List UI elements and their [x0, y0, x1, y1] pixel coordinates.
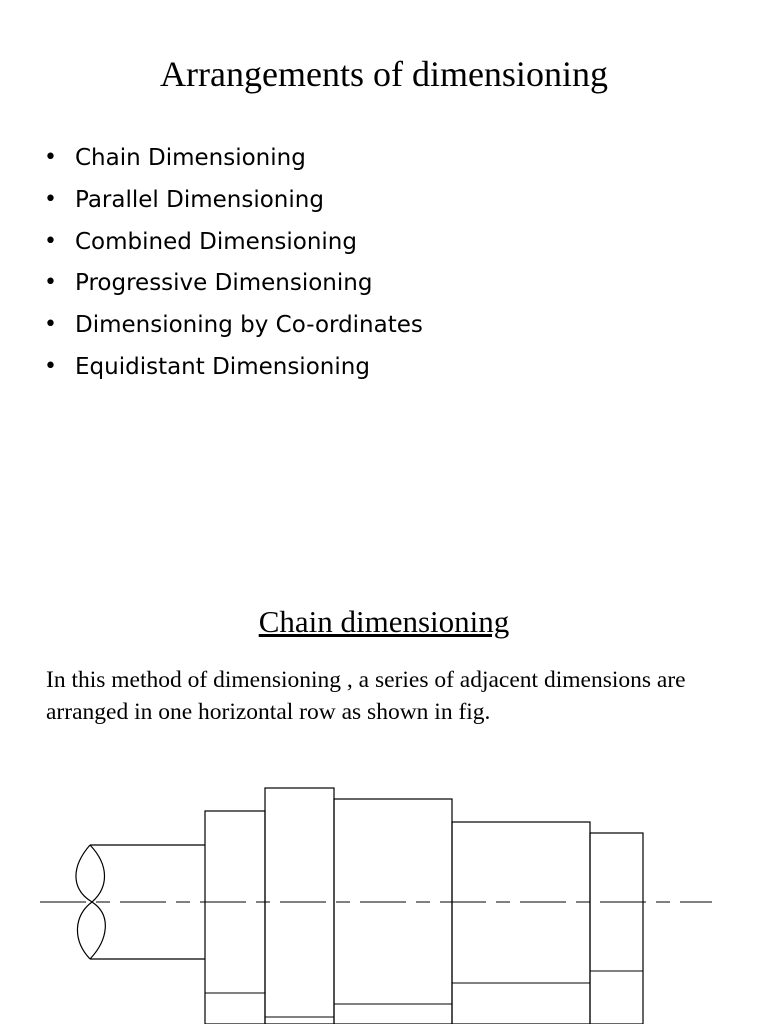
bullet-icon: • — [44, 353, 57, 379]
shaft-step-4 — [452, 822, 590, 1024]
list-item-label: Dimensioning by Co-ordinates — [75, 312, 423, 339]
list-item-label: Equidistant Dimensioning — [75, 353, 370, 380]
list-item-label: Parallel Dimensioning — [75, 186, 324, 213]
section-description: In this method of dimensioning , a series of adjacent dimensions are arranged in one horizontal row as shown in fig. — [46, 667, 686, 725]
shaft-step-3 — [334, 799, 452, 1024]
shaft-step-1 — [205, 811, 265, 1024]
section-heading: Chain dimensioning — [258, 604, 510, 639]
bullet-icon: • — [44, 312, 57, 338]
list-item — [44, 141, 423, 183]
shaft-step-2 — [265, 788, 334, 1024]
shaft-step-5 — [590, 833, 643, 1024]
bullet-icon: • — [44, 270, 57, 296]
list-item — [44, 183, 423, 225]
list-item-label: Progressive Dimensioning — [75, 270, 373, 297]
list-item — [44, 266, 423, 308]
shaft-drawing-figure — [0, 770, 768, 1024]
list-item — [44, 225, 423, 267]
bullet-icon: • — [44, 145, 57, 170]
list-item — [44, 350, 423, 392]
bullet-icon: • — [44, 228, 57, 254]
list-item-label: Combined Dimensioning — [75, 228, 357, 255]
dimensioning-types-list — [44, 141, 423, 392]
slide-title: Arrangements of dimensioning — [160, 54, 608, 94]
list-item-label: Chain Dimensioning — [75, 145, 306, 171]
bullet-icon: • — [44, 186, 57, 212]
list-item — [44, 308, 423, 350]
